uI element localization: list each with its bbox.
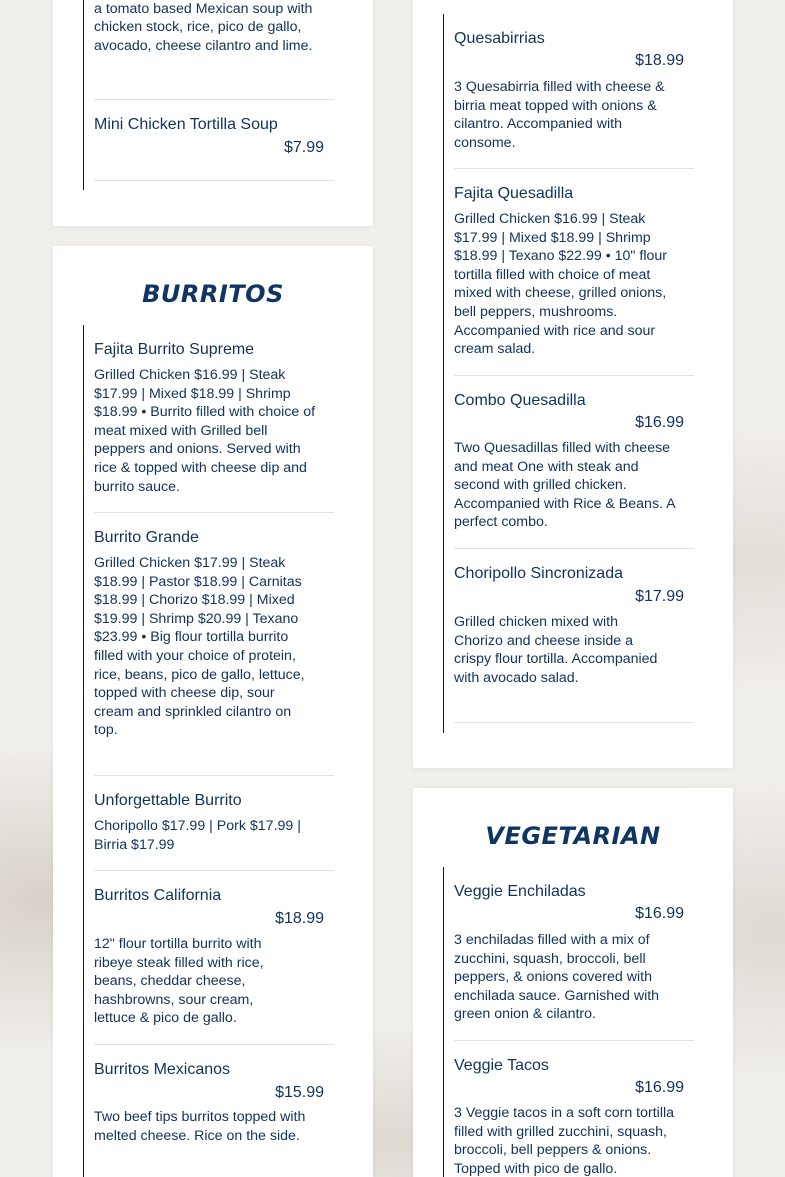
item-name: Mini Chicken Tortilla Soup — [94, 116, 278, 133]
item-name: Combo Quesadilla — [454, 392, 586, 409]
item-name: Fajita Burrito Supreme — [94, 341, 255, 358]
burritos-item-list — [83, 325, 343, 1177]
item-divider — [454, 548, 694, 549]
item-description: 12" flour tortilla burrito with ribeye steak filled with rice, beans, cheddar cheese, hashbrowns, sour cream, lettuce & pico de gallo. — [94, 936, 264, 1027]
soups-item-list — [83, 0, 343, 190]
item-divider — [94, 180, 334, 181]
menu-item — [94, 100, 334, 180]
item-name: Burritos California — [94, 887, 222, 904]
item-description: 3 Veggie tacos in a soft corn tortilla filled with grilled zucchini, squash, broccoli, bell peppers & onions. Topped with pico de gallo. — [454, 1105, 675, 1177]
item-price: $18.99 — [275, 910, 324, 927]
item-description: 3 enchiladas filled with a mix of zucchini, squash, broccoli, bell peppers, & onions covered with enchilada sauce. Garnished with green onion & cilantro. — [454, 932, 660, 1023]
item-divider — [454, 168, 694, 169]
item-divider — [94, 1044, 334, 1045]
item-price: $18.99 — [635, 52, 684, 69]
item-divider — [94, 870, 334, 871]
vegetarian-card — [413, 788, 733, 1177]
soups-card — [53, 0, 373, 226]
item-description: Two beef tips burritos topped with melted cheese. Rice on the side. — [94, 1109, 306, 1144]
item-price: $16.99 — [635, 905, 684, 922]
section-title: BURRITOS — [142, 280, 284, 308]
item-description: Choripollo $17.99 | Pork $17.99 | Birria $17.99 — [94, 818, 301, 853]
item-name: Fajita Quesadilla — [454, 185, 574, 202]
item-description: a tomato based Mexican soup with chicken stock, rice, pico de gallo, avocado, cheese cilantro and lime. — [94, 0, 313, 54]
item-divider — [94, 512, 334, 513]
item-name: Quesabirrias — [454, 30, 545, 47]
vegetarian-item-list — [443, 867, 703, 1177]
item-price: $15.99 — [275, 1084, 324, 1101]
section-title: VEGETARIAN — [485, 822, 661, 850]
item-description: Grilled Chicken $17.99 | Steak $18.99 | Pastor $18.99 | Carnitas $18.99 | Chorizo $18.99 | Mixed $19.99 | Shrimp $20.99 | Texano $23.99 • Big flour tortilla burrito filled with your choice of protein, rice, beans, pico de gallo, lettuce, topped with cheese dip, sour cream and sprinkled cilantro on top. — [94, 555, 305, 739]
item-divider — [454, 375, 694, 376]
item-price: $16.99 — [635, 1079, 684, 1096]
item-description: Grilled Chicken $16.99 | Steak $17.99 | Mixed $18.99 | Shrimp $18.99 | Texano $22.99 • 10" flour tortilla filled with choice of meat mixed with cheese, grilled onions, bell peppers, mushrooms. Accompanied with rice and sour cream salad. — [454, 211, 667, 358]
item-divider — [454, 1040, 694, 1041]
menu-item — [94, 0, 334, 100]
item-name: Choripollo Sincronizada — [454, 565, 623, 582]
item-name: Unforgettable Burrito — [94, 792, 242, 809]
item-description: Grilled chicken mixed with Chorizo and cheese inside a crispy flour tortilla. Accompanied with avocado salad. — [454, 614, 658, 686]
item-name: Burritos Mexicanos — [94, 1061, 231, 1078]
item-description: 3 Quesabirria filled with cheese & birria meat topped with onions & cilantro. Accompanied with consome. — [454, 79, 665, 151]
item-divider — [454, 722, 694, 723]
item-divider — [94, 775, 334, 776]
item-price: $7.99 — [283, 139, 324, 156]
item-description: Two Quesadillas filled with cheese and meat One with steak and second with grilled chicken. Accompanied with Rice & Beans. A perfect combo. — [454, 440, 675, 531]
item-price: $17.99 — [635, 588, 684, 605]
item-description: Grilled Chicken $16.99 | Steak $17.99 | Mixed $18.99 | Shrimp $18.99 • Burrito filled with choice of meat mixed with Grilled bell peppers and onions. Served with rice & topped with cheese dip and burrito sauce. — [94, 367, 316, 495]
item-name: Burrito Grande — [94, 529, 199, 546]
item-price: $16.99 — [635, 414, 684, 431]
item-name: Veggie Tacos — [454, 1057, 549, 1074]
item-name: Veggie Enchiladas — [454, 883, 586, 900]
burritos-card — [53, 246, 373, 1177]
quesadillas-card — [413, 0, 733, 768]
quesadillas-item-list — [443, 14, 703, 733]
